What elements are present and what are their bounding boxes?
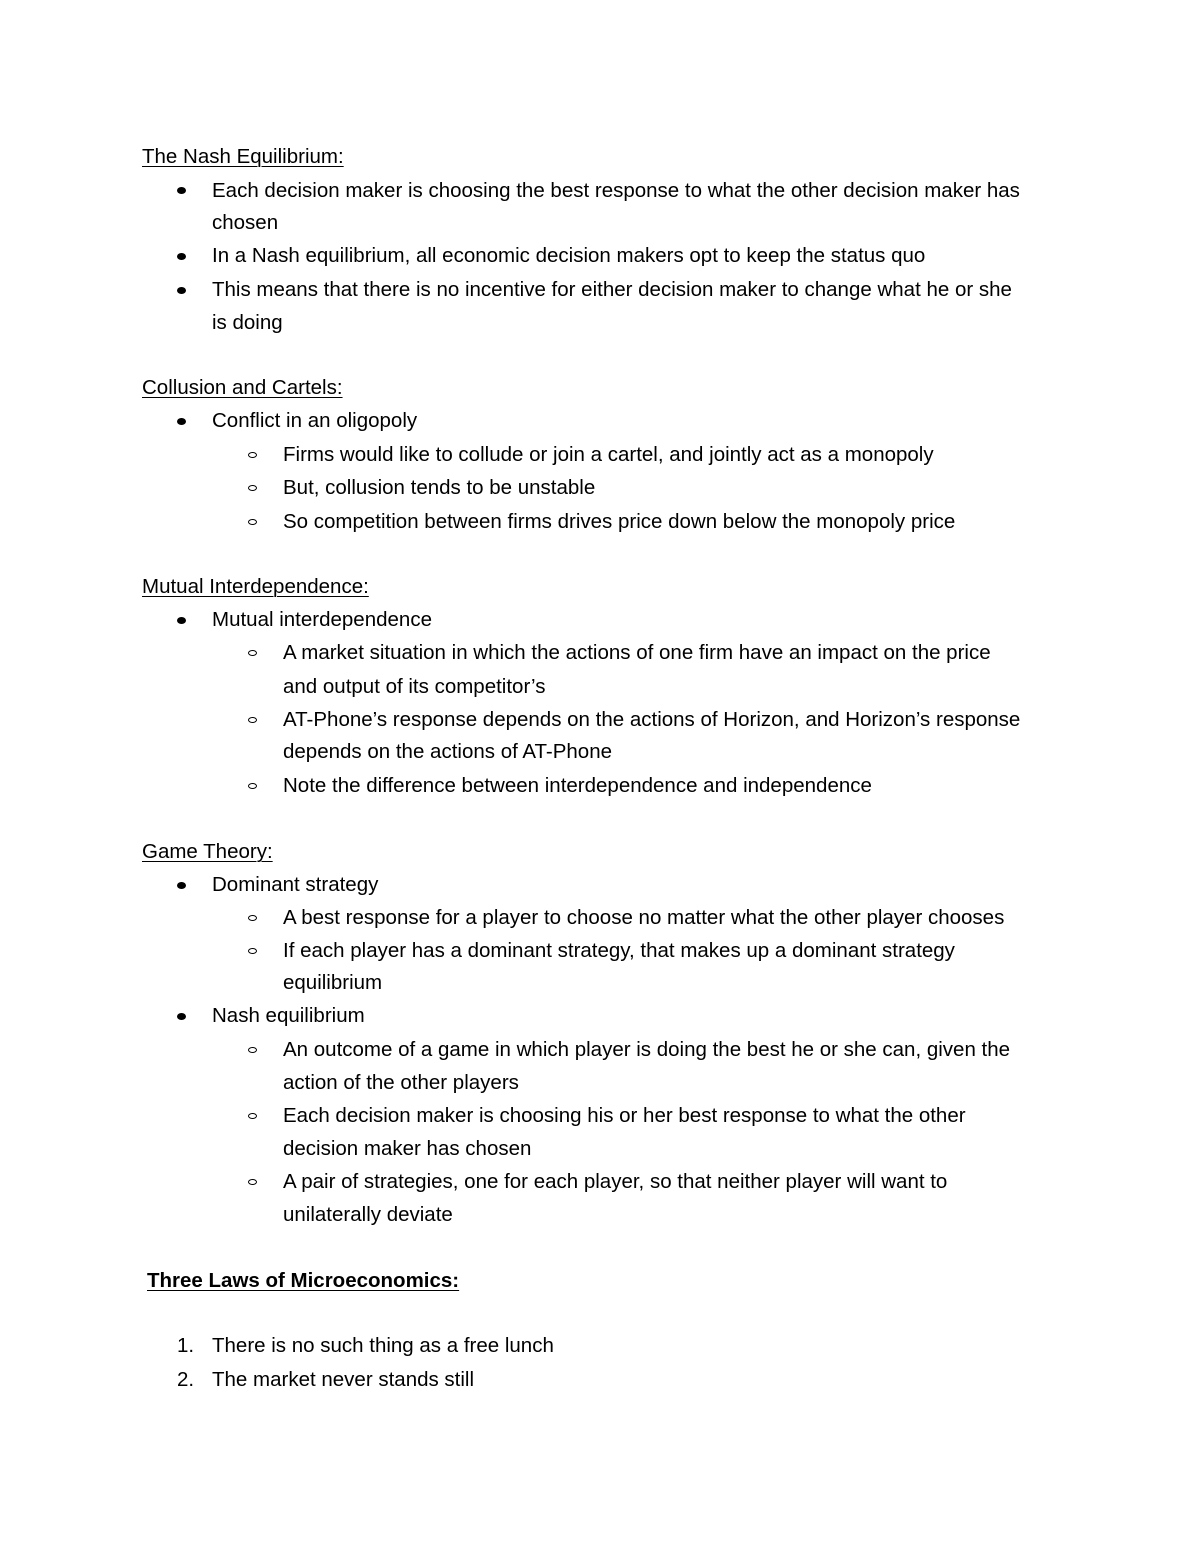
sub-bullet-icon <box>248 485 257 491</box>
sub-bullet-text: So competition between firms drives price down below the monopoly price <box>283 510 956 533</box>
list-number: 1. <box>177 1334 195 1357</box>
numbered-item-text: The market never stands still <box>212 1368 475 1391</box>
bullet-icon <box>177 882 186 889</box>
sub-bullet-icon <box>248 1179 257 1185</box>
sub-bullet-text: AT-Phone’s response depends on the actions of Horizon, and Horizon’s response <box>283 708 1021 731</box>
bullet-text-continued: chosen <box>212 211 279 234</box>
sub-bullet-icon <box>248 948 257 954</box>
sub-bullet-text-continued: equilibrium <box>283 971 383 994</box>
section-heading-collusion-cartels: Collusion and Cartels: <box>142 376 343 399</box>
bullet-text-continued: is doing <box>212 311 283 334</box>
sub-bullet-text: Firms would like to collude or join a cartel, and jointly act as a monopoly <box>283 443 934 466</box>
section-heading-three-laws: Three Laws of Microeconomics: <box>147 1269 460 1292</box>
sub-bullet-text: A pair of strategies, one for each player, so that neither player will want to <box>283 1170 948 1193</box>
sub-bullet-text: Note the difference between interdependence and independence <box>283 774 872 797</box>
sub-bullet-icon <box>248 783 257 789</box>
sub-bullet-text-continued: decision maker has chosen <box>283 1137 532 1160</box>
list-number: 2. <box>177 1368 195 1391</box>
bullet-icon <box>177 617 186 624</box>
sub-bullet-text: Each decision maker is choosing his or her best response to what the other <box>283 1104 966 1127</box>
sub-bullet-text: An outcome of a game in which player is doing the best he or she can, given the <box>283 1038 1011 1061</box>
bullet-text: In a Nash equilibrium, all economic decision makers opt to keep the status quo <box>212 244 926 267</box>
bullet-icon <box>177 418 186 425</box>
section-heading-game-theory: Game Theory: <box>142 840 273 863</box>
section-heading-nash-equilibrium: The Nash Equilibrium: <box>142 145 344 168</box>
sub-bullet-icon <box>248 915 257 921</box>
sub-bullet-text: If each player has a dominant strategy, that makes up a dominant strategy <box>283 939 955 962</box>
section-heading-mutual-interdependence: Mutual Interdependence: <box>142 575 369 598</box>
sub-bullet-icon <box>248 519 257 525</box>
sub-bullet-icon <box>248 1047 257 1053</box>
sub-bullet-text-continued: and output of its competitor’s <box>283 675 546 698</box>
bullet-text: This means that there is no incentive for either decision maker to change what he or she <box>212 278 1012 301</box>
sub-bullet-text: A best response for a player to choose no matter what the other player chooses <box>283 906 1005 929</box>
sub-bullet-text-continued: action of the other players <box>283 1071 519 1094</box>
bullet-text: Mutual interdependence <box>212 608 432 631</box>
bullet-icon <box>177 187 186 194</box>
bullet-text: Nash equilibrium <box>212 1004 365 1027</box>
bullet-text: Dominant strategy <box>212 873 379 896</box>
sub-bullet-icon <box>248 650 257 656</box>
bullet-icon <box>177 287 186 294</box>
sub-bullet-text: A market situation in which the actions of one firm have an impact on the price <box>283 641 991 664</box>
sub-bullet-text-continued: unilaterally deviate <box>283 1203 453 1226</box>
bullet-icon <box>177 1013 186 1020</box>
sub-bullet-icon <box>248 717 257 723</box>
sub-bullet-icon <box>248 452 257 458</box>
bullet-icon <box>177 253 186 260</box>
sub-bullet-text-continued: depends on the actions of AT-Phone <box>283 740 613 763</box>
bullet-text: Each decision maker is choosing the best response to what the other decision maker has <box>212 179 1020 202</box>
numbered-item-text: There is no such thing as a free lunch <box>212 1334 554 1357</box>
sub-bullet-icon <box>248 1113 257 1119</box>
bullet-text: Conflict in an oligopoly <box>212 409 418 432</box>
sub-bullet-text: But, collusion tends to be unstable <box>283 476 596 499</box>
